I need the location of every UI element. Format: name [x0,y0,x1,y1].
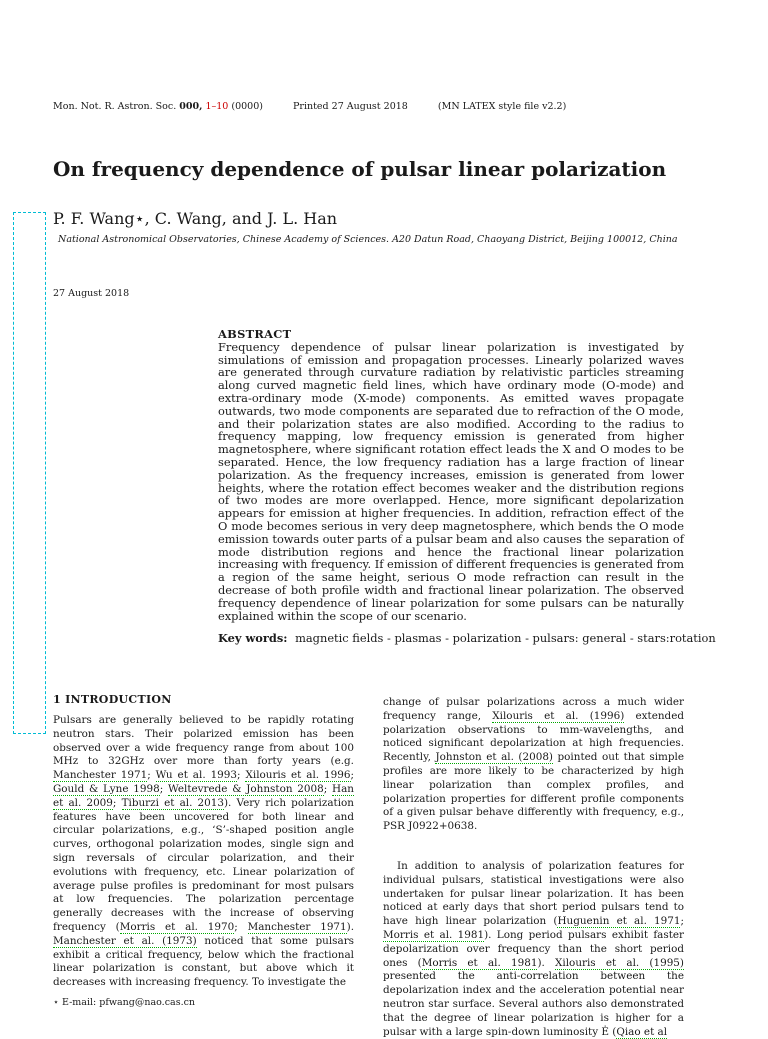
body-text: ; [159,782,169,795]
body-text: ; [350,769,355,782]
keywords [218,631,716,645]
body-text: ; [112,796,122,809]
page-range-link[interactable]: 1–10 [205,101,229,112]
style-file: (MN LATEX style file v2.2) [437,101,567,112]
citation-link[interactable]: Weltevrede & Johnston 2008 [168,782,324,795]
intro-left-column [53,714,354,990]
citation-link[interactable]: Huguenin et al. 1971 [557,915,681,928]
body-text: ; [680,915,684,928]
body-text: ; [323,782,333,795]
left-margin-frame [13,212,46,734]
citation-link[interactable]: Manchester 1971 [247,920,347,933]
body-text: ). Very rich polarization features have been uncovered for both linear and circular polarizations, e.g., ‘S’-shaped position angle curves, orthogonal polarization modes, single sign and sign reversals of circular polarization, and their evolutions with frequency, etc. Linear polarization of average pulse profiles is predominant for most pulsars at low frequencies. The polarization percentage generally decreases with the increase of observing frequency ( [53,796,354,933]
citation-link[interactable]: Manchester et al. (1973) [53,934,197,947]
affiliation: National Astronomical Observatories, Chinese Academy of Sciences. A20 Datun Road, Chaoyang District, Beijing 100012, China [58,234,678,245]
paper-date: 27 August 2018 [53,288,130,299]
body-text: extended polarization observations to mm-wavelengths, and noticed significant depolarization at high frequencies. Recently, [383,709,684,764]
body-text: Pulsars are generally believed to be rapidly rotating neutron stars. Their polarized emission has been observed over a wide frequency range from about 100 MHz to 32GHz over more than forty years (e.g. [53,714,354,768]
left-margin-frame-edge [13,212,14,734]
body-text: ). [346,920,355,933]
keywords-label: Key words: [218,631,288,645]
body-text: ; [147,769,156,782]
citation-link[interactable]: Qiao et al [616,1025,668,1038]
citation-link[interactable]: Xilouris et al. 1996 [245,769,351,782]
citation-link[interactable]: Johnston et al. (2008) [435,751,553,764]
intro-right-column [383,696,684,1039]
citation-link[interactable]: Tiburzi et al. 2013 [121,796,224,809]
paragraph [383,696,684,834]
body-text: ). [537,956,556,969]
citation-link[interactable]: Han et al. 2009 [53,782,354,809]
citation-link[interactable]: Xilouris et al. (1995) [555,956,684,969]
keywords-text: magnetic fields - plasmas - polarization - pulsars: general - stars:rotation [295,631,716,645]
body-text: noticed that some pulsars exhibit a critical frequency, below which the fractional linear polarization is constant, but above which it decreases with increasing frequency. To investigate the [53,934,354,989]
abstract [218,328,684,622]
body-text: ; [237,769,246,782]
footnote-email: ⋆ E-mail: pfwang@nao.cas.cn [53,997,196,1008]
citation-link[interactable]: Manchester 1971 [53,769,148,782]
body-text: change of pulsar polarizations across a much wider frequency range, [383,696,684,722]
journal-volume: 000, [179,101,203,112]
citation-link[interactable]: Xilouris et al. (1996) [492,709,625,722]
citation-link[interactable]: Morris et al. 1981 [421,956,538,969]
abstract-heading: ABSTRACT [218,327,292,341]
citation-link[interactable]: Gould & Lyne 1998 [53,782,160,795]
paragraph [383,860,684,1039]
body-text: pointed out that simple profiles are more likely to be characterized by high linear polarization than complex profiles, and polarization properties for different profile components of a given pulsar behave differently with frequency, e.g., PSR J0922+0638. [383,751,684,833]
paper-title: On frequency dependence of pulsar linear polarization [53,157,667,181]
section-heading-introduction: 1 INTRODUCTION [53,693,172,706]
running-header [53,101,566,112]
body-text: ). Long period pulsars exhibit faster depolarization over frequency than the short period ones ( [383,928,685,969]
journal-name: Mon. Not. R. Astron. Soc. [53,101,177,112]
printed-date: Printed 27 August 2018 [293,101,408,112]
journal-year: (0000) [231,101,263,112]
citation-link[interactable]: Morris et al. 1981 [383,928,485,941]
body-text: presented the anti-correlation between the depolarization index and the acceleration potential near neutron star surface. Several authors also demonstrated that the degree of linear polarization is higher for a pulsar with a large spin-down luminosity Ė ( [383,970,684,1038]
citation-link[interactable]: Wu et al. 1993 [155,769,238,782]
abstract-text: Frequency dependence of pulsar linear polarization is investigated by simulations of emission and propagation processes. Linearly polarized waves are generated through curvature radiation by relativistic particles streaming along curved magnetic field lines, which have ordinary mode (O-mode) and extra-ordinary mode (X-mode) components. As emitted waves propagate outwards, two mode components are separated due to refraction of the O mode, and their polarization states are also modified. According to the radius to frequency mapping, low frequency emission is generated from higher magnetosphere, where significant rotation effect leads the X and O modes to be separated. Hence, the low frequency radiation has a large fraction of linear polarization. As the frequency increases, emission is generated from lower heights, where the rotation effect becomes weaker and the distribution regions of two modes are more overlapped. Hence, more significant depolarization appears for emission at higher frequencies. In addition, refraction effect of the O mode becomes serious in very deep magnetosphere, which bends the O mode emission towards outer parts of a pulsar beam and also causes the separation of mode distribution regions and hence the fractional linear polarization increasing with frequency. If emission of different frequencies is generated from a region of the same height, serious O mode refraction can result in the decrease of both profile width and fractional linear polarization. The observed frequency dependence of linear polarization for some pulsars can be naturally explained within the scope of our scenario. [218,339,684,623]
citation-link[interactable]: Morris et al. 1970 [119,920,235,933]
author-list: P. F. Wang⋆, C. Wang, and J. L. Han [53,209,338,228]
body-text: ; [234,920,248,933]
body-text: In addition to analysis of polarization features for individual pulsars, statistical investigations were also undertaken for pulsar linear polarization. It has been noticed at early days that short period pulsars tend to have high linear polarization ( [383,859,684,928]
